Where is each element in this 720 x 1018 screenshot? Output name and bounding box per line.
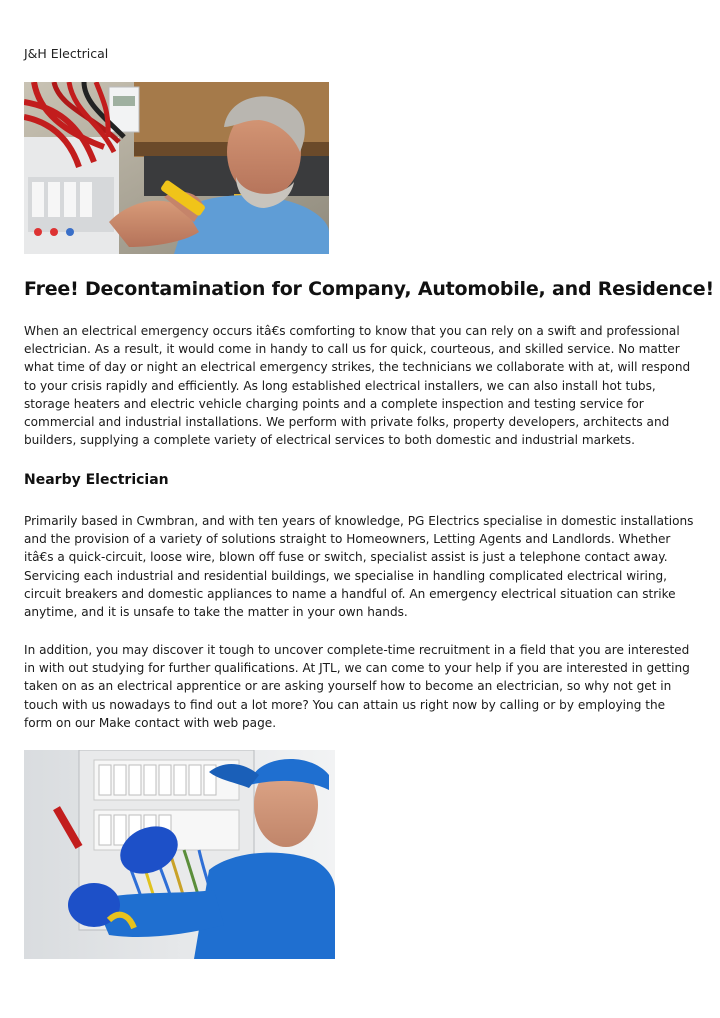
site-name: J&H Electrical <box>24 46 109 61</box>
electrician-fuse-box-photo <box>24 82 329 254</box>
electrician-working-on-fuse-box-photo-icon <box>24 82 329 254</box>
electrician-wiring-panel-photo <box>24 750 335 959</box>
article-title: Free! Decontamination for Company, Automobile, and Residence! <box>24 278 714 300</box>
electrician-in-blue-cap-wiring-panel-photo-icon <box>24 750 335 959</box>
article-paragraph-2: Primarily based in Cwmbran, and with ten years of knowledge, PG Electrics specialise in domestic installations and the provision of a variety of solutions straight to Homeowners, Letting Agents and Landlords. Whether itâ€s a quick-circuit, loose wire, blown off fuse or switch, specialist assist is just a telephone contact away. Servicing each industrial and residential buildings, we specialise in handling complicated electrical wiring, circuit breakers and domestic appliances to name a handful of. An emergency electrical situation can strike anytime, and it is unsafe to take the matter in your own hands. <box>24 514 694 620</box>
article-subheading: Nearby Electrician <box>24 472 169 488</box>
article-paragraph-3: In addition, you may discover it tough to uncover complete-time recruitment in a field that you are interested in with out studying for further qualifications. At JTL, we can come to your help if you are interested in getting taken on as an electrical apprentice or are asking yourself how to become an electrician, so why not get in touch with us nowadays to find out a lot more? You can attain us right now by calling or by employing the form on our Make contact with web page. <box>24 643 690 730</box>
article-paragraph-1: When an electrical emergency occurs itâ€s comforting to know that you can rely on a swift and professional electrician. As a result, it would come in handy to call us for quick, courteous, and skilled service. No matter what time of day or night an electrical emergency strikes, the technicians we collaborate with at, will respond to your crisis rapidly and efficiently. As long established electrical installers, we can also install hot tubs, storage heaters and electric vehicle charging points and a complete inspection and testing service for commercial and industrial installations. We perform with private folks, property developers, architects and builders, supplying a complete variety of electrical services to both domestic and industrial markets. <box>24 324 691 448</box>
